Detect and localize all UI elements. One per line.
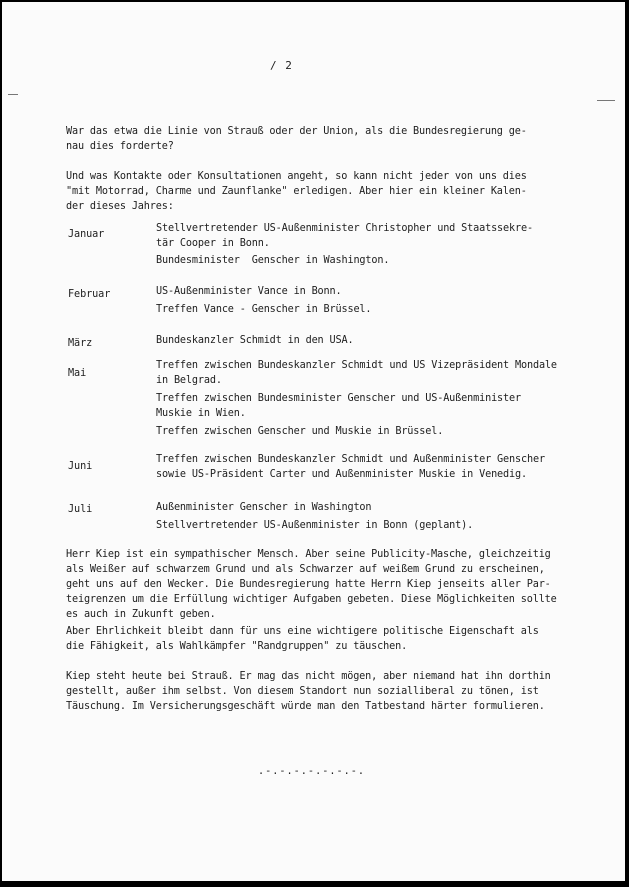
calendar-month-mai: Mai	[68, 368, 87, 379]
calendar-month-juli: Juli	[68, 504, 93, 515]
calendar-entry: Stellvertretender US-Außenminister Christopher und Staatssekre- tär Cooper in Bonn.	[156, 223, 533, 249]
calendar-month-januar: Januar	[68, 229, 105, 240]
calendar-entry: Bundeskanzler Schmidt in den USA.	[156, 335, 354, 346]
scan-speck	[8, 94, 18, 95]
calendar-month-maerz: März	[68, 338, 93, 349]
document-page	[2, 2, 625, 881]
calendar-entry: Treffen Vance - Genscher in Brüssel.	[156, 304, 372, 315]
calendar-entry: Außenminister Genscher in Washington	[156, 502, 372, 513]
calendar-month-juni: Juni	[68, 461, 93, 472]
calendar-entry: US-Außenminister Vance in Bonn.	[156, 286, 342, 297]
page-number: / 2	[270, 59, 293, 72]
calendar-month-februar: Februar	[68, 289, 111, 300]
paragraph-5: Kiep steht heute bei Strauß. Er mag das nicht mögen, aber niemand hat ihn dorthin gestellt, außer ihm selbst. Von diesem Standort nun sozialliberal zu tönen, ist Täuschung. Im Versicherungsgeschäft würde man den Tatbestand härter formulieren.	[66, 671, 551, 712]
calendar-entry: Treffen zwischen Bundeskanzler Schmidt und Außenminister Genscher sowie US-Präsident Carter und Außenminister Muskie in Venedig.	[156, 454, 545, 480]
paragraph-1: War das etwa die Linie von Strauß oder der Union, als die Bundesregierung ge- nau dies forderte?	[66, 126, 527, 152]
paragraph-2: Und was Kontakte oder Konsultationen angeht, so kann nicht jeder von uns dies "mit Motorrad, Charme und Zaunflanke" erledigen. Aber hier ein kleiner Kalen- der dieses Jahres:	[66, 171, 527, 212]
calendar-entry: Treffen zwischen Bundeskanzler Schmidt und US Vizepräsident Mondale in Belgrad.	[156, 360, 557, 386]
calendar-entry: Bundesminister Genscher in Washington.	[156, 255, 390, 266]
paragraph-3: Herr Kiep ist ein sympathischer Mensch. Aber seine Publicity-Masche, gleichzeitig als Weißer auf schwarzem Grund und als Schwarzer auf weißem Grund zu erscheinen, geht uns auf den Wecker. Die Bundesregierung hatte Herrn Kiep jenseits aller Par- teigrenzen um die Erfüllung wichtiger Aufgaben gebeten. Diese Möglichkeiten sollte es auch in Zukunft geben.	[66, 549, 557, 620]
calendar-entry: Stellvertretender US-Außenminister in Bonn (geplant).	[156, 520, 474, 531]
closing-mark: .-.-.-.-.-.-.-.	[258, 766, 366, 777]
scan-speck	[597, 100, 615, 101]
paragraph-4: Aber Ehrlichkeit bleibt dann für uns eine wichtigere politische Eigenschaft als die Fähigkeit, als Wahlkämpfer "Randgruppen" zu täuschen.	[66, 626, 539, 652]
calendar-entry: Treffen zwischen Bundesminister Genscher und US-Außenminister Muskie in Wien.	[156, 393, 521, 419]
calendar-entry: Treffen zwischen Genscher und Muskie in Brüssel.	[156, 426, 444, 437]
